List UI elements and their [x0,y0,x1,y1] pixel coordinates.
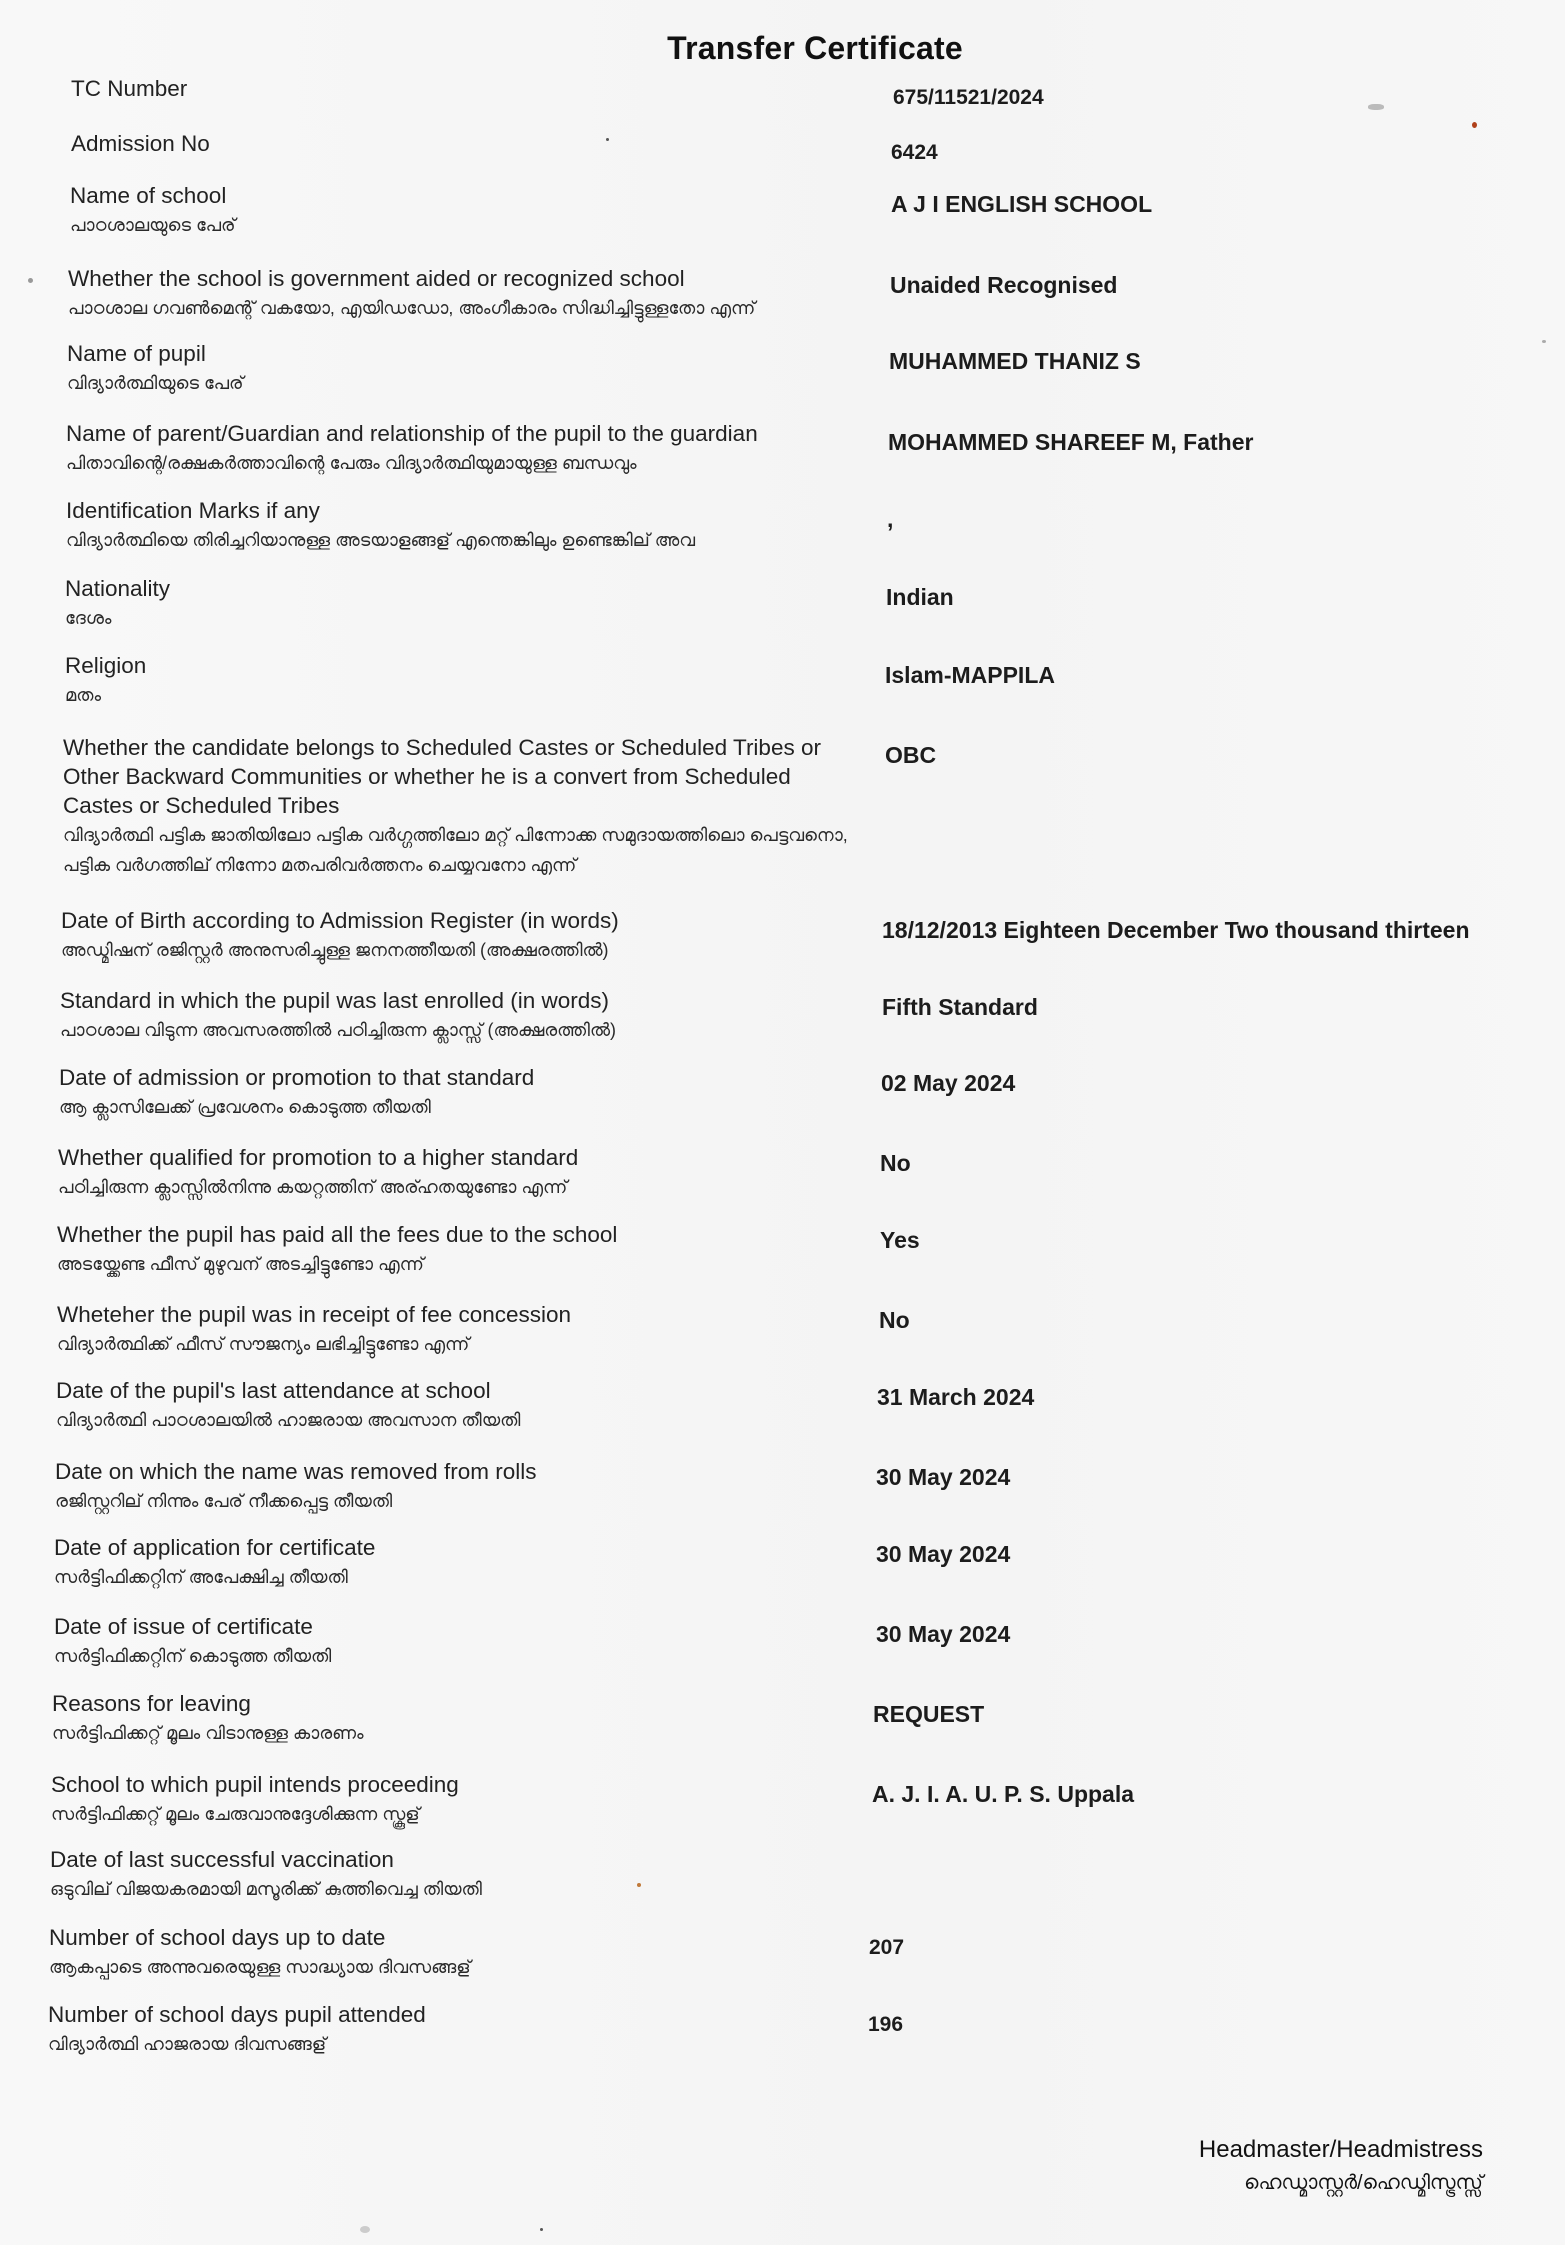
field-value: Islam-MAPPILA [885,662,1055,688]
field-value: 6424 [891,141,938,164]
field-label: Number of school days up to date [49,1925,386,1950]
scan-speck [1542,340,1546,343]
field-label: Wheteher the pupil was in receipt of fee concession [57,1302,572,1327]
field-value: Indian [886,584,954,610]
field-label: Name of school [70,183,227,208]
field-value: Fifth Standard [882,994,1038,1020]
field-label-malayalam: അഡ്മിഷന് രജിസ്റ്റർ അനുസരിച്ചുള്ള ജനനത്തീയതി (അക്ഷരത്തിൽ) [61,940,609,960]
field-value: , [887,506,894,532]
field-label: Date of admission or promotion to that standard [59,1065,535,1090]
field-value: Unaided Recognised [890,272,1118,298]
field-label: Whether qualified for promotion to a higher standard [58,1145,579,1170]
field-label: Whether the school is government aided or recognized school [68,266,685,291]
field-label: Number of school days pupil attended [48,2002,426,2027]
field-value: Yes [880,1227,920,1253]
field-value: REQUEST [873,1701,985,1727]
scan-speck [637,1883,641,1887]
field-label: Date of issue of certificate [54,1614,313,1639]
signature-block [1199,2136,1483,2195]
field-label-malayalam: പിതാവിന്റെ/രക്ഷകർത്താവിന്റെ പേരും വിദ്യാർത്ഥിയുമായുള്ള ബന്ധവും [66,453,637,473]
scan-speck [606,138,609,141]
field-label: Whether the candidate belongs to Scheduled Castes or Scheduled Tribes or Other Backward Communities or whether he is a convert from Scheduled Castes or Scheduled Tribes [63,735,821,818]
field-label-malayalam: വിദ്യാർത്ഥിയെ തിരിച്ചറിയാനുള്ള അടയാളങ്ങള് എന്തെങ്കിലും ഉണ്ടെങ്കില് അവ [66,530,696,550]
field-label: Nationality [65,576,171,601]
field-label-malayalam: പാഠശാല വിടുന്ന അവസരത്തിൽ പഠിച്ചിരുന്ന ക്ലാസ്സ് (അക്ഷരത്തിൽ) [60,1020,616,1040]
field-value: 02 May 2024 [881,1070,1016,1096]
field-label-malayalam: വിദ്യാർത്ഥി പട്ടിക ജാതിയിലോ പട്ടിക വർഗ്ഗത്തിലോ മറ്റ് പിന്നോക്ക സമുദായത്തിലൊ പെട്ടവനൊ, പട്ടിക വർഗത്തില് നിന്നോ മതപരിവർത്തനം ചെയ്യവനോ എന്ന് [63,825,848,875]
field-value: No [880,1150,911,1176]
field-value: 30 May 2024 [876,1464,1011,1490]
scan-speck [540,2228,543,2231]
field-label: Date of Birth according to Admission Register (in words) [61,908,619,933]
field-label-malayalam: പാഠശാലയുടെ പേര് [70,215,236,235]
field-value: 31 March 2024 [877,1384,1035,1410]
field-value: A J I ENGLISH SCHOOL [891,191,1153,217]
field-value: 207 [869,1936,905,1959]
field-label: Date of last successful vaccination [50,1847,394,1872]
document-title: Transfer Certificate [667,30,963,66]
field-label-malayalam: അടയ്ക്കേണ്ട ഫീസ് മുഴുവന് അടച്ചിട്ടുണ്ടോ എന്ന് [57,1254,424,1274]
field-label: Admission No [71,131,210,156]
field-label-malayalam: സർട്ടിഫിക്കറ്റ് മൂലം വിടാനുള്ള കാരണം [52,1723,364,1743]
field-label: Whether the pupil has paid all the fees due to the school [57,1222,618,1247]
field-value: No [879,1307,910,1333]
scan-speck [1472,122,1477,128]
field-value: MOHAMMED SHAREEF M, Father [888,429,1254,455]
field-label-malayalam: ആകപ്പാടെ അന്നുവരെയുള്ള സാദ്ധ്യായ ദിവസങ്ങള് [49,1957,471,1977]
field-label-malayalam: രജിസ്റ്ററില് നിന്നും പേര് നീക്കപ്പെട്ട തീയതി [55,1491,393,1511]
field-value: MUHAMMED THANIZ S [889,348,1141,374]
field-label-malayalam: സർട്ടിഫിക്കറ്റിന് കൊടുത്ത തീയതി [54,1646,332,1666]
field-label-malayalam: ആ ക്ലാസിലേക്ക് പ്രവേശനം കൊടുത്ത തീയതി [59,1097,431,1117]
field-label: Date of the pupil's last attendance at school [56,1378,491,1403]
field-label-malayalam: സർട്ടിഫിക്കറ്റ് മൂലം ചേരുവാനുദ്ദേശിക്കുന്ന സ്കൂള് [51,1804,420,1824]
field-label-malayalam: വിദ്യാർത്ഥി ഹാജരായ ദിവസങ്ങള് [48,2034,327,2054]
field-value: 30 May 2024 [876,1621,1011,1647]
scan-speck [28,278,33,283]
field-label-malayalam: സർട്ടിഫിക്കറ്റിന് അപേക്ഷിച്ച തീയതി [54,1567,348,1587]
field-value: OBC [885,742,937,768]
field-label-malayalam: മതം [65,685,102,705]
field-label-malayalam: ദേശം [65,608,112,628]
field-label-malayalam: പഠിച്ചിരുന്ന ക്ലാസ്സിൽനിന്നു കയറ്റത്തിന് അര്ഹതയുണ്ടോ എന്ന് [58,1177,568,1197]
field-label: Name of pupil [67,341,206,366]
field-value: 18/12/2013 Eighteen December Two thousand thirteen [882,917,1470,943]
field-label: Date of application for certificate [54,1535,376,1560]
field-label: Standard in which the pupil was last enrolled (in words) [60,988,610,1013]
field-label-malayalam: ഒടുവില് വിജയകരമായി മസൂരിക്ക് കുത്തിവെച്ച തിയതി [50,1879,482,1899]
scan-speck [360,2226,370,2233]
field-label: TC Number [71,76,188,101]
scan-speck [1368,104,1384,110]
field-label-malayalam: പാഠശാല ഗവൺമെന്റ് വകയോ, എയിഡഡോ, അംഗീകാരം സിദ്ധിച്ചിട്ടുള്ളതോ എന്ന് [68,298,756,318]
field-label-malayalam: വിദ്യാർത്ഥി പാഠശാലയിൽ ഹാജരായ അവസാന തീയതി [56,1410,521,1430]
field-label: Identification Marks if any [66,498,320,523]
field-label: Name of parent/Guardian and relationship of the pupil to the guardian [66,421,758,446]
field-value: 675/11521/2024 [893,86,1044,109]
field-label: Religion [65,653,147,678]
field-label: Date on which the name was removed from rolls [55,1459,537,1484]
field-label: School to which pupil intends proceeding [51,1772,459,1797]
field-value: 30 May 2024 [876,1541,1011,1567]
field-value: 196 [868,2013,904,2036]
field-label-malayalam: വിദ്യാർത്ഥിയുടെ പേര് [67,373,244,393]
field-label-malayalam: വിദ്യാർത്ഥിക്ക് ഫീസ് സൗജന്യം ലഭിച്ചിട്ടുണ്ടോ എന്ന് [57,1334,470,1354]
signature-title-malayalam: ഹെഡ്മാസ്റ്റർ/ഹെഡ്മിസ്ട്രസ്സ് [1244,2172,1483,2194]
field-label: Reasons for leaving [52,1691,251,1716]
signature-title: Headmaster/Headmistress [1198,2136,1483,2163]
field-value: A. J. I. A. U. P. S. Uppala [872,1781,1135,1807]
